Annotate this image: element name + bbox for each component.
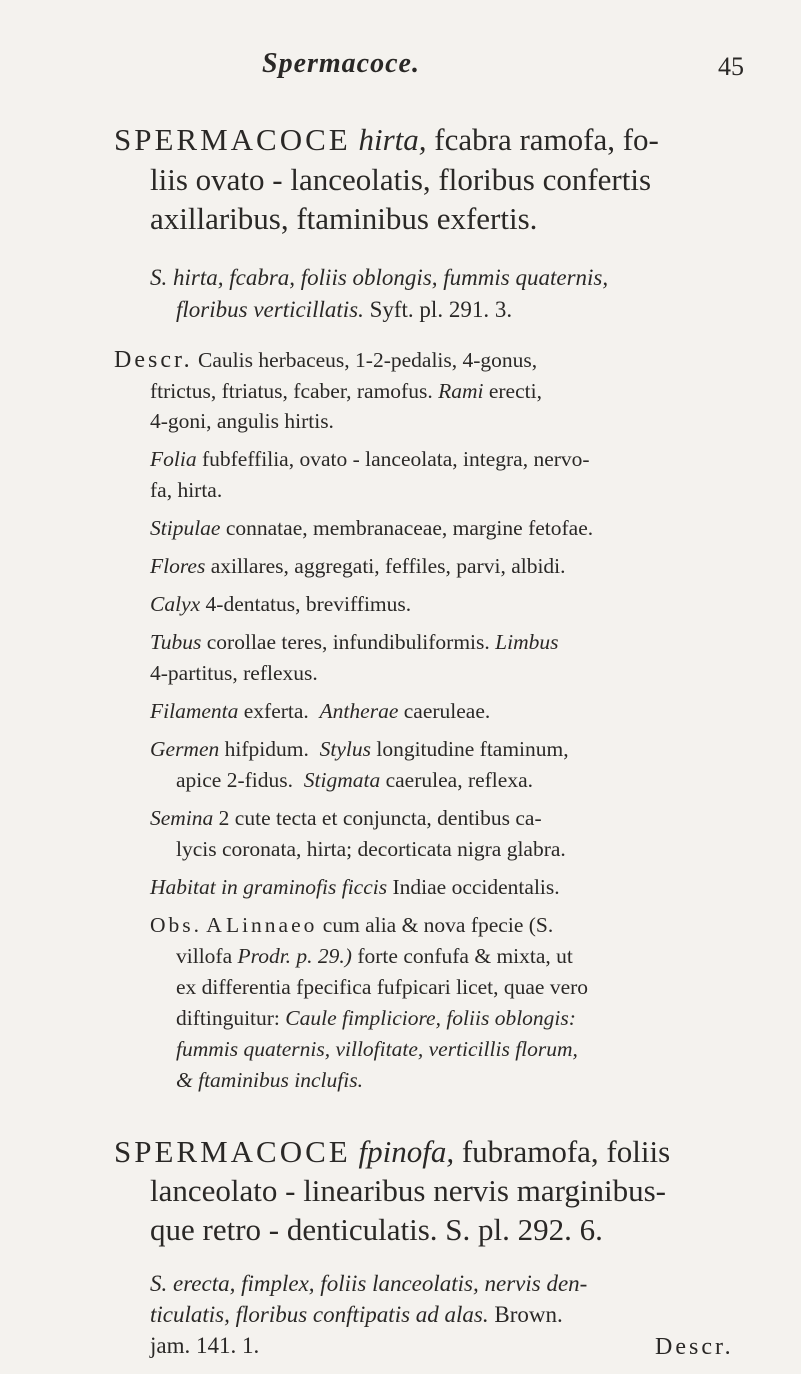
- stylus-line: [176, 765, 533, 796]
- diagnosis-text: fcabra ramofa, fo-: [434, 122, 659, 157]
- flores-line: [150, 551, 566, 582]
- running-head: Spermacoce.: [262, 48, 420, 79]
- observation-line: fummis quaternis, villofitate, verticillis florum,: [176, 1037, 578, 1061]
- antherae-label: Antherae: [319, 699, 399, 723]
- stylus-text: longitudine ftaminum,: [376, 737, 569, 761]
- descr-text: Caulis herbaceus, 1-2-pedalis, 4-gonus,: [198, 348, 538, 372]
- folia-text: fubfeffilia, ovato - lanceolata, integra, nervo-: [201, 447, 590, 471]
- semina-line: lycis coronata, hirta; decorticata nigra glabra.: [176, 837, 566, 861]
- obs-text: forte confufa & mixta, ut: [357, 944, 573, 968]
- stipulae-label: Stipulae: [150, 516, 221, 540]
- obs-text: villofa: [176, 944, 233, 968]
- observation-line: [150, 910, 553, 941]
- filamenta-label: Filamenta: [150, 699, 239, 723]
- folia-line: [150, 444, 590, 475]
- synonym-line: S. hirta, fcabra, foliis oblongis, fummis quaternis,: [150, 265, 609, 290]
- semina-label: Semina: [150, 806, 214, 830]
- synonym-line: jam. 141. 1.: [150, 1333, 260, 1358]
- diagnosis-text: fubramofa, foliis: [461, 1134, 671, 1169]
- observation-line: & ftaminibus inclufis.: [176, 1068, 363, 1092]
- obs-italic: Caule fimpliciore, foliis oblongis:: [285, 1006, 576, 1030]
- page-header: [0, 48, 801, 88]
- tubus-label: Tubus: [150, 630, 202, 654]
- flores-text: axillares, aggregati, feffiles, parvi, albidi.: [210, 554, 566, 578]
- obs-text: A: [206, 913, 221, 937]
- page-number: 45: [718, 52, 744, 81]
- habitat-line: [150, 872, 560, 903]
- diagnosis-line: axillaribus, ftaminibus exfertis.: [150, 201, 538, 236]
- synonym-reference: Brown.: [494, 1302, 563, 1327]
- flores-label: Flores: [150, 554, 206, 578]
- stipulae-line: [150, 513, 593, 544]
- diagnosis-line: liis ovato - lanceolatis, floribus confertis: [150, 162, 652, 197]
- limbus-line: 4-partitus, reflexus.: [150, 661, 318, 685]
- synonym-text: ticulatis, floribus conftipatis ad alas.: [150, 1302, 489, 1327]
- stigmata-label: Stigmata: [303, 768, 381, 792]
- synonym-line: [176, 294, 512, 326]
- genus-name: SPERMACOCE: [114, 1134, 351, 1169]
- diagnosis-line: lanceolato - linearibus nervis marginibus-: [150, 1173, 666, 1208]
- filamenta-text: exferta.: [243, 699, 309, 723]
- descr-text: erecti,: [488, 379, 542, 403]
- synonym-line: S. erecta, fimplex, foliis lanceolatis, nervis den-: [150, 1271, 588, 1296]
- habitat-text: Indiae occidentalis.: [392, 875, 560, 899]
- obs-text: cum alia & nova fpecie (S.: [322, 913, 554, 937]
- tubus-text: corollae teres, infundibuliformis.: [206, 630, 490, 654]
- observation-line: [176, 941, 573, 972]
- author-name: Linnaeo: [225, 913, 318, 937]
- species-heading: [114, 1132, 670, 1172]
- germen-line: [150, 734, 569, 765]
- species-heading: [114, 120, 659, 160]
- obs-text: diftinguitur:: [176, 1006, 280, 1030]
- stipulae-text: connatae, membranaceae, margine fetofae.: [225, 516, 594, 540]
- folia-label: Folia: [150, 447, 197, 471]
- stylus-text: apice 2-fidus.: [176, 768, 294, 792]
- description-line: [114, 345, 537, 376]
- obs-reference: Prodr. p. 29.): [237, 944, 352, 968]
- limbus-label: Limbus: [495, 630, 559, 654]
- semina-text: 2 cute tecta et conjuncta, dentibus ca-: [218, 806, 542, 830]
- stylus-label: Stylus: [319, 737, 371, 761]
- folia-line: fa, hirta.: [150, 478, 223, 502]
- species-epithet: fpinofa,: [358, 1134, 455, 1169]
- obs-label: Obs.: [150, 913, 203, 937]
- genus-name: SPERMACOCE: [114, 122, 351, 157]
- antherae-text: caeruleae.: [403, 699, 491, 723]
- descr-label: Descr.: [114, 347, 193, 373]
- descr-term: Rami: [438, 379, 484, 403]
- description-line: [150, 376, 542, 407]
- catchword: Descr.: [655, 1334, 734, 1360]
- calyx-line: [150, 589, 411, 620]
- diagnosis-line: que retro - denticulatis. S. pl. 292. 6.: [150, 1212, 603, 1247]
- observation-line: [176, 1003, 576, 1034]
- descr-text: ftrictus, ftriatus, fcaber, ramofus.: [150, 379, 433, 403]
- calyx-label: Calyx: [150, 592, 201, 616]
- germen-text: hifpidum.: [224, 737, 309, 761]
- semina-line: [150, 803, 542, 834]
- description-line: 4-goni, angulis hirtis.: [150, 409, 334, 433]
- habitat-label: Habitat in graminofis ficcis: [150, 875, 388, 899]
- synonym-reference: Syft. pl. 291. 3.: [369, 297, 513, 322]
- filamenta-line: [150, 696, 490, 727]
- tubus-line: [150, 627, 558, 658]
- species-epithet: hirta,: [358, 122, 427, 157]
- synonym-text: floribus verticillatis.: [176, 297, 364, 322]
- stigmata-text: caerulea, reflexa.: [385, 768, 533, 792]
- observation-line: ex differentia fpecifica fufpicari licet, quae vero: [176, 975, 589, 999]
- calyx-text: 4-dentatus, breviffimus.: [205, 592, 412, 616]
- germen-label: Germen: [150, 737, 220, 761]
- synonym-line: [150, 1299, 563, 1331]
